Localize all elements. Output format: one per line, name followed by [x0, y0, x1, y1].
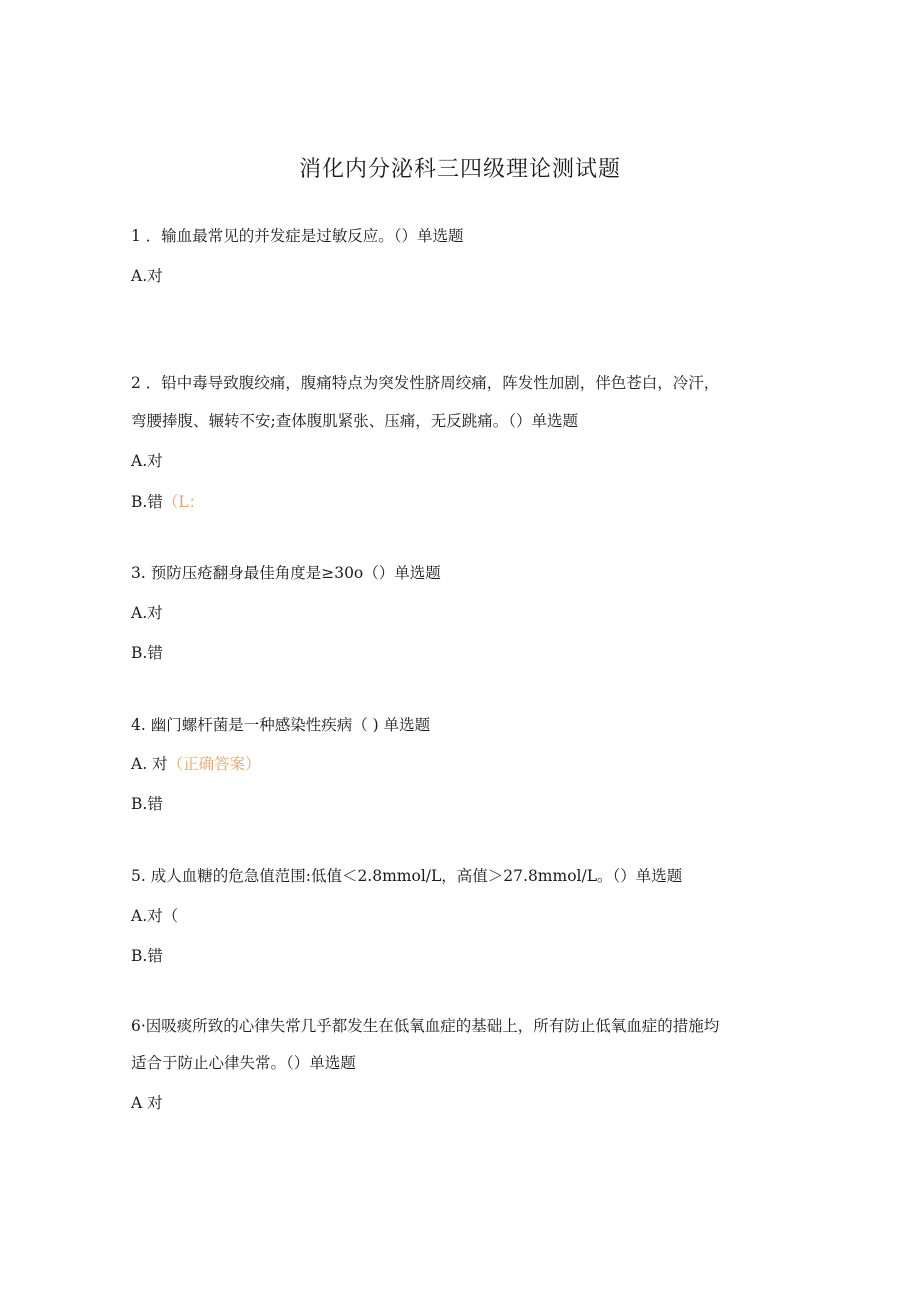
option-label: A.对	[131, 452, 163, 470]
option-a[interactable]	[131, 754, 261, 774]
question-text: 5. 成人血糖的危急值范围:低值＜2.8mmol/L，高值＞27.8mmol/L。（）单选题	[131, 867, 683, 885]
correct-answer-hint: （正确答案）	[167, 755, 261, 773]
option-label: A.对	[131, 604, 163, 622]
question-text: 3. 预防压疮翻身最佳角度是≥30o（）单选题	[131, 564, 441, 582]
option-a[interactable]	[131, 451, 163, 471]
option-label: B.错	[131, 947, 163, 965]
option-b[interactable]	[131, 492, 204, 512]
question-text: 4. 幽门螺杆菌是一种感染性疾病（ ) 单选题	[131, 716, 431, 734]
option-label: B.错	[131, 493, 163, 511]
question-text-cont: 弯腰捧腹、辗转不安;查体腹肌紧张、压痛，无反跳痛。（）单选题	[131, 412, 578, 430]
answer-hint: （L：	[162, 493, 205, 511]
option-label: B.错	[131, 644, 163, 662]
option-b[interactable]	[131, 946, 163, 966]
option-label: A 对	[131, 1094, 163, 1112]
question-text: 1 ．输血最常见的并发症是过敏反应。（）单选题	[131, 227, 464, 245]
option-label: A. 对	[131, 755, 168, 773]
option-a[interactable]	[131, 906, 178, 926]
question-text-cont: 适合于防止心律失常。（）单选题	[131, 1054, 356, 1072]
option-a[interactable]	[131, 603, 163, 623]
option-b[interactable]	[131, 794, 163, 814]
option-a[interactable]	[131, 1093, 163, 1113]
option-a[interactable]	[131, 266, 163, 286]
question-text: 6·因吸痰所致的心律失常几乎都发生在低氧血症的基础上，所有防止低氧血症的措施均	[131, 1017, 720, 1035]
question-text: 2 ．铅中毒导致腹绞痛，腹痛特点为突发性脐周绞痛，阵发性加剧，伴色苍白，冷汗，	[131, 374, 720, 392]
option-label: B.错	[131, 795, 163, 813]
option-label: A.对（	[131, 907, 179, 925]
option-label: A.对	[131, 267, 163, 285]
page-title: 消化内分泌科三四级理论测试题	[298, 157, 621, 182]
option-b[interactable]	[131, 643, 163, 663]
